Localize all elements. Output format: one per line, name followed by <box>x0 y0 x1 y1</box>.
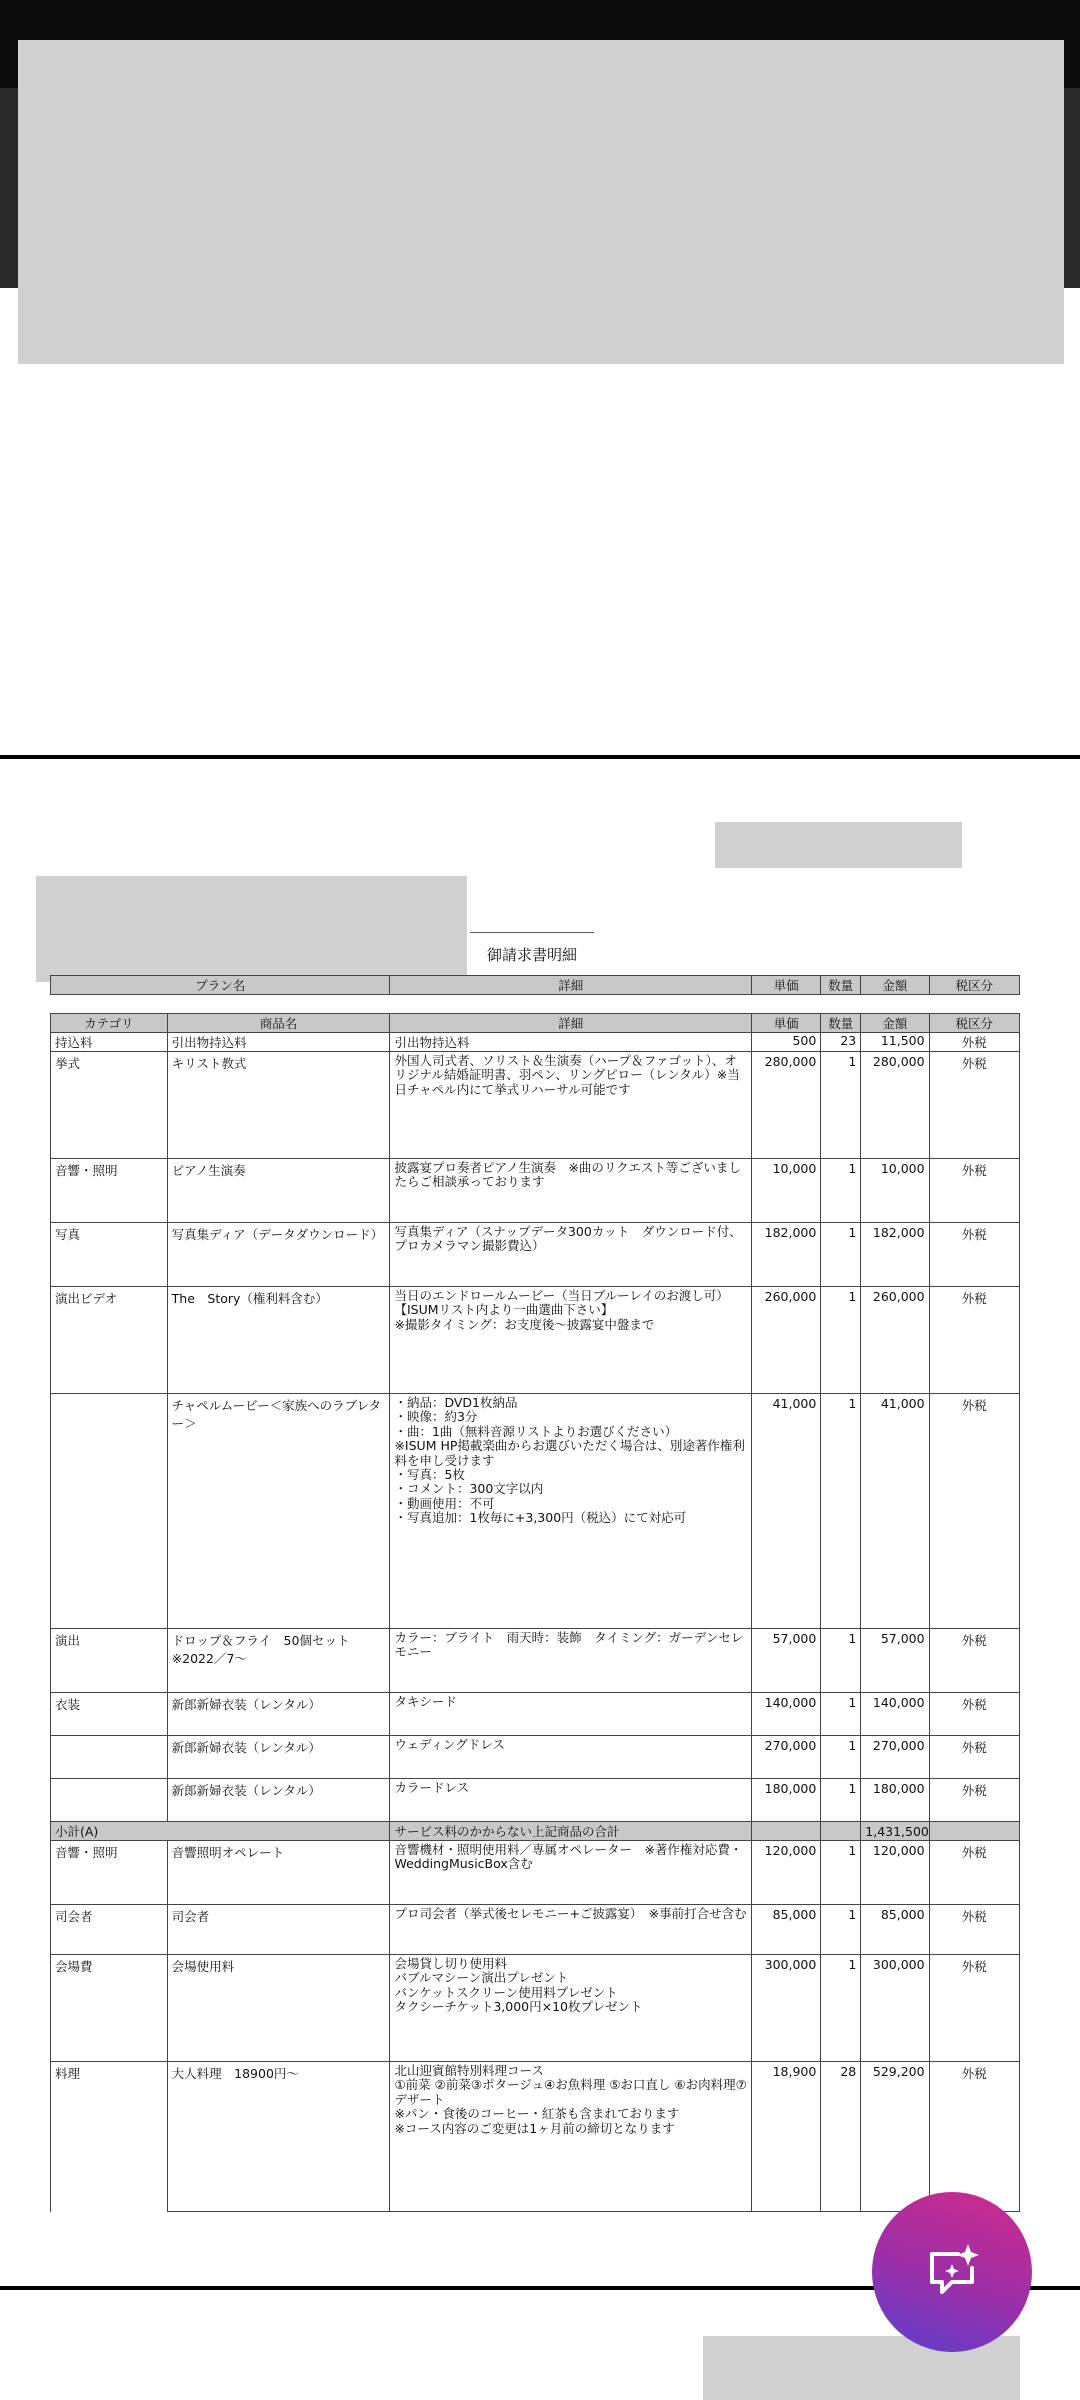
row-unit-price: 300,000 <box>751 1955 820 2062</box>
row-category: 音響・照明 <box>51 1841 168 1905</box>
row-qty: 1 <box>821 1693 861 1736</box>
ai-assist-button[interactable] <box>872 2192 1032 2352</box>
row-unit-price: 260,000 <box>751 1287 820 1394</box>
row-unit-price: 57,000 <box>751 1629 820 1693</box>
col-amount: 金額 <box>861 1014 929 1033</box>
table-row <box>51 1629 1020 1693</box>
row-detail: 会場貸し切り使用料 バブルマシーン演出プレゼント バンケットスクリーン使用料プレゼント タクシーチケット3,000円×10枚プレゼント <box>390 1955 752 2062</box>
row-unit-price: 85,000 <box>751 1905 820 1955</box>
row-tax: 外税 <box>929 1033 1019 1052</box>
row-item: 引出物持込料 <box>167 1033 390 1052</box>
row-item: The Story（権利料含む） <box>167 1287 390 1394</box>
row-category: 衣装 <box>51 1693 168 1736</box>
row-tax: 外税 <box>929 1287 1019 1394</box>
row-unit-price: 18,900 <box>751 2062 820 2212</box>
document-title: 御請求書明細 <box>486 946 577 964</box>
row-amount: 10,000 <box>861 1159 929 1223</box>
plan-header-table <box>50 975 1020 995</box>
row-unit-price: 270,000 <box>751 1736 820 1779</box>
row-amount: 85,000 <box>861 1905 929 1955</box>
table-row <box>51 2062 1020 2212</box>
row-tax: 外税 <box>929 2062 1019 2212</box>
table-row <box>51 1159 1020 1223</box>
row-category <box>51 1779 168 1822</box>
col-category: カテゴリ <box>51 1014 168 1033</box>
row-item: 新郎新婦衣装（レンタル） <box>167 1779 390 1822</box>
row-tax: 外税 <box>929 1159 1019 1223</box>
row-amount: 140,000 <box>861 1693 929 1736</box>
row-amount: 529,200 <box>861 2062 929 2212</box>
table-row <box>51 1033 1020 1052</box>
row-tax: 外税 <box>929 1779 1019 1822</box>
table-row <box>51 1394 1020 1629</box>
row-unit-price: 500 <box>751 1033 820 1052</box>
row-qty: 1 <box>821 1287 861 1394</box>
table-row <box>51 1841 1020 1905</box>
row-qty: 1 <box>821 1736 861 1779</box>
row-category: 音響・照明 <box>51 1159 168 1223</box>
title-underline <box>470 932 594 933</box>
row-item: ドロップ＆フライ 50個セット ※2022／7～ <box>167 1629 390 1693</box>
header-unit-price: 単価 <box>751 976 820 995</box>
table-row <box>51 1693 1020 1736</box>
row-detail: 引出物持込料 <box>390 1033 752 1052</box>
subtotal-row <box>51 1822 1020 1841</box>
row-item: 音響照明オペレート <box>167 1841 390 1905</box>
row-tax: 外税 <box>929 1736 1019 1779</box>
table-row <box>51 1905 1020 1955</box>
row-tax: 外税 <box>929 1905 1019 1955</box>
row-item: 大人料理 18900円～ <box>167 2062 390 2212</box>
row-category <box>51 1394 168 1629</box>
row-tax: 外税 <box>929 1955 1019 2062</box>
row-tax: 外税 <box>929 1841 1019 1905</box>
row-unit-price: 41,000 <box>751 1394 820 1629</box>
header-plan-name: プラン名 <box>51 976 390 995</box>
row-qty: 1 <box>821 1223 861 1287</box>
row-detail: カラー：ブライト 雨天時：装飾 タイミング：ガーデンセレモニー <box>390 1629 752 1693</box>
row-qty: 1 <box>821 1159 861 1223</box>
row-category <box>51 1736 168 1779</box>
table-row <box>51 1223 1020 1287</box>
row-qty: 1 <box>821 1905 861 1955</box>
row-qty: 1 <box>821 1052 861 1159</box>
row-detail: 外国人司式者、ソリスト＆生演奏（ハープ＆ファゴット）、オリジナル結婚証明書、羽ペン、リングピロー（レンタル）※当日チャペル内にて挙式リハーサル可能です <box>390 1052 752 1159</box>
row-category: 挙式 <box>51 1052 168 1159</box>
col-tax: 税区分 <box>929 1014 1019 1033</box>
row-amount: 41,000 <box>861 1394 929 1629</box>
row-item: 新郎新婦衣装（レンタル） <box>167 1736 390 1779</box>
row-detail: ・納品：DVD1枚納品 ・映像：約3分 ・曲：1曲（無料音源リストよりお選びください） ※ISUM HP掲載楽曲からお選びいただく場合は、別途著作権利料を申し受けます ・写真：5枚 ・コメント：300文字以内 ・動画使用：不可 ・写真追加：1枚毎に+3,300円（税込）にて対応可 <box>390 1394 752 1629</box>
row-unit-price: 140,000 <box>751 1693 820 1736</box>
row-qty: 23 <box>821 1033 861 1052</box>
row-unit-price: 182,000 <box>751 1223 820 1287</box>
col-qty: 数量 <box>821 1014 861 1033</box>
row-category: 持込料 <box>51 1033 168 1052</box>
row-qty: 1 <box>821 1955 861 2062</box>
row-tax: 外税 <box>929 1394 1019 1629</box>
row-amount: 182,000 <box>861 1223 929 1287</box>
sparkle-chat-icon <box>920 2240 984 2304</box>
row-item: 写真集ディア（データダウンロード） <box>167 1223 390 1287</box>
row-unit-price: 280,000 <box>751 1052 820 1159</box>
row-detail: カラードレス <box>390 1779 752 1822</box>
row-amount: 120,000 <box>861 1841 929 1905</box>
page-divider-top <box>0 755 1080 759</box>
row-amount: 260,000 <box>861 1287 929 1394</box>
row-tax: 外税 <box>929 1052 1019 1159</box>
header-tax: 税区分 <box>929 976 1019 995</box>
row-detail: ウェディングドレス <box>390 1736 752 1779</box>
row-qty: 28 <box>821 2062 861 2212</box>
row-qty: 1 <box>821 1779 861 1822</box>
row-detail: 北山迎賓館特別料理コース ①前菜 ②前菜③ポタージュ④お魚料理 ⑤お口直し ⑥お肉料理⑦デザート ※パン・食後のコーヒー・紅茶も含まれております ※コース内容のご変更は1ヶ月前の締切となります <box>390 2062 752 2212</box>
row-category: 会場費 <box>51 1955 168 2062</box>
subtotal-detail: サービス料のかからない上記商品の合計 <box>390 1822 752 1841</box>
table-row <box>51 1779 1020 1822</box>
row-item: チャペルムービー＜家族へのラブレター＞ <box>167 1394 390 1629</box>
row-category: 写真 <box>51 1223 168 1287</box>
row-item: 会場使用料 <box>167 1955 390 2062</box>
header-detail: 詳細 <box>390 976 752 995</box>
row-qty: 1 <box>821 1629 861 1693</box>
row-detail: 披露宴プロ奏者ピアノ生演奏 ※曲のリクエスト等ございましたらご相談承っております <box>390 1159 752 1223</box>
row-detail: 当日のエンドロールムービー（当日ブルーレイのお渡し可） 【ISUMリスト内より一曲選曲下さい】 ※撮影タイミング：お支度後～披露宴中盤まで <box>390 1287 752 1394</box>
row-tax: 外税 <box>929 1223 1019 1287</box>
row-unit-price: 10,000 <box>751 1159 820 1223</box>
invoice-table <box>50 1013 1020 2212</box>
table-row <box>51 1955 1020 2062</box>
table-row <box>51 1052 1020 1159</box>
row-amount: 180,000 <box>861 1779 929 1822</box>
col-unit-price: 単価 <box>751 1014 820 1033</box>
row-item: キリスト教式 <box>167 1052 390 1159</box>
row-detail: タキシード <box>390 1693 752 1736</box>
row-detail: 音響機材・照明使用料／専属オペレーター ※著作権対応費・WeddingMusicBox含む <box>390 1841 752 1905</box>
header-qty: 数量 <box>821 976 861 995</box>
row-qty: 1 <box>821 1841 861 1905</box>
row-amount: 57,000 <box>861 1629 929 1693</box>
row-category: 演出ビデオ <box>51 1287 168 1394</box>
redacted-block <box>36 876 467 982</box>
row-detail: プロ司会者（挙式後セレモニー+ご披露宴） ※事前打合せ含む <box>390 1905 752 1955</box>
row-item: 司会者 <box>167 1905 390 1955</box>
col-detail: 詳細 <box>390 1014 752 1033</box>
row-amount: 280,000 <box>861 1052 929 1159</box>
row-item: ピアノ生演奏 <box>167 1159 390 1223</box>
row-unit-price: 120,000 <box>751 1841 820 1905</box>
row-category: 司会者 <box>51 1905 168 1955</box>
row-qty: 1 <box>821 1394 861 1629</box>
row-tax: 外税 <box>929 1629 1019 1693</box>
redacted-block <box>18 40 1064 364</box>
row-amount: 11,500 <box>861 1033 929 1052</box>
row-category: 料理 <box>51 2062 168 2212</box>
redacted-block <box>715 822 962 868</box>
header-amount: 金額 <box>861 976 929 995</box>
table-row <box>51 1736 1020 1779</box>
row-tax: 外税 <box>929 1693 1019 1736</box>
row-item: 新郎新婦衣装（レンタル） <box>167 1693 390 1736</box>
subtotal-label: 小計(A) <box>51 1822 390 1841</box>
row-amount: 270,000 <box>861 1736 929 1779</box>
row-category: 演出 <box>51 1629 168 1693</box>
col-item: 商品名 <box>167 1014 390 1033</box>
table-row <box>51 1287 1020 1394</box>
row-amount: 300,000 <box>861 1955 929 2062</box>
subtotal-amount: 1,431,500 <box>861 1822 929 1841</box>
row-unit-price: 180,000 <box>751 1779 820 1822</box>
row-detail: 写真集ディア（スナップデータ300カット ダウンロード付、プロカメラマン撮影費込） <box>390 1223 752 1287</box>
